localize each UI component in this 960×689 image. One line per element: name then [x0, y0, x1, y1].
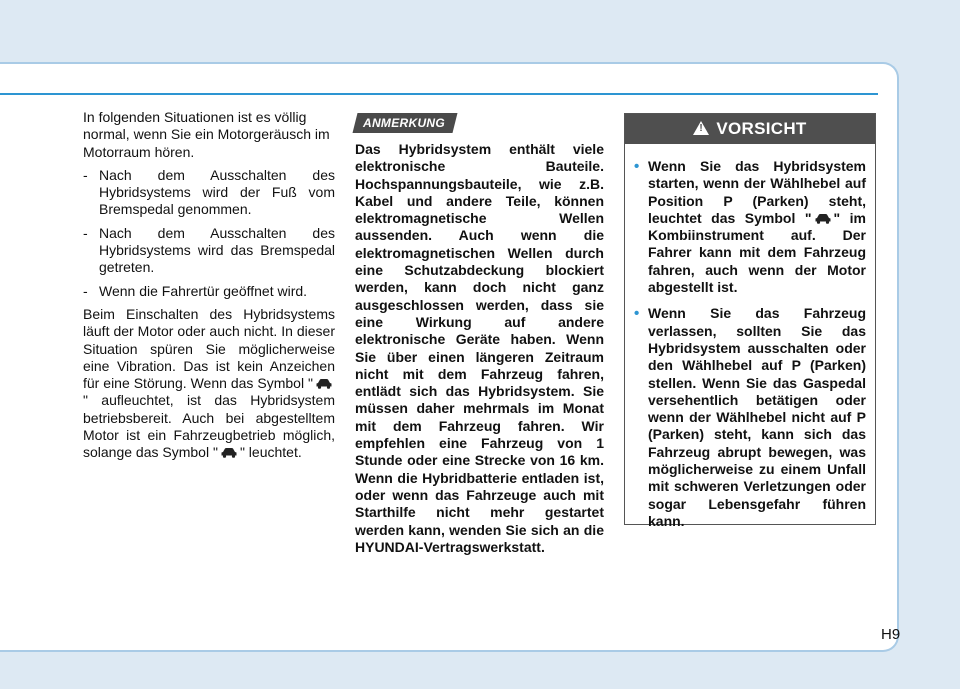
caution-item: • Wenn Sie das Fahrzeug verlassen, sollten Sie das Hybridsystem ausschalten oder den Wählhebel auf P (Parken) stellen. Wenn Sie das Gaspedal versehentlich betätigen oder wenn der Wählhebel nicht auf P (Parken) steht, kann sich das Fahrzeug abrupt bewegen, was möglicherweise zu einem Unfall mit schweren Verletzungen oder sogar Lebensgefahr führen kann.: [634, 305, 866, 529]
intro-paragraph: In folgenden Situationen ist es völlig normal, wenn Sie ein Motorgeräusch im Motorraum hören.: [83, 109, 330, 160]
ready-paragraph: Beim Einschalten des Hybridsystems läuft der Motor oder auch nicht. In dieser Situation spüren Sie möglicherweise eine Vibration. Das ist kein Anzeichen für eine Störung. Wenn das Symbol "" aufleuchtet, ist das Hybridsystem betriebsbereit. Auch bei abgestelltem Motor ist ein Fahrzeugbetrieb möglich, solange das Symbol " " leuchtet.: [83, 305, 335, 461]
note-text: Das Hybridsystem enthält viele elektronische Bauteile. Hochspannungsbauteile, wie z.B. Kabel und andere Teile, können elektromagnetische Wellen aussenden. Auch wenn die elektromagnetischen Wellen durch eine Schutzabdeckung blockiert werden, kann doch nicht ganz ausgeschlossen werden, dass sie eine Wirkung auf andere elektronische Geräte haben. Wenn Sie über einen längeren Zeitraum nicht mit dem Fahrzeug fahren, entlädt sich das Hybridsystem. Sie müssen daher mehrmals im Monat mit dem Fahrzeug fahren. Wir empfehlen eine Fahrzeug von 1 Stunde oder eine Strecke von 16 km. Wenn die Hybridbatterie entladen ist, oder wenn das Fahrzeuge auch mit Starthilfe nicht mehr gestartet werden kann, wenden Sie sich an die HYUNDAI-Vertragswerkstatt.: [355, 141, 604, 555]
list-item: - Wenn die Fahrertür geöffnet wird.: [83, 282, 308, 299]
note-column: [355, 113, 604, 556]
car-ready-icon: [315, 378, 333, 389]
warning-triangle-icon: [693, 121, 709, 135]
page-number: H9: [881, 626, 901, 643]
header-rule: [0, 93, 878, 95]
list-item: - Nach dem Ausschalten des Hybridsystems wird das Bremspedal getreten.: [83, 224, 335, 276]
list-item: - Nach dem Ausschalten des Hybridsystems wird der Fuß vom Bremspedal genommen.: [83, 166, 335, 218]
caution-title: VORSICHT: [716, 119, 807, 138]
note-badge: ANMERKUNG: [353, 113, 458, 133]
caution-header: [625, 114, 875, 144]
car-ready-icon: [220, 447, 238, 458]
caution-item: • Wenn Sie das Hybridsystem starten, wenn der Wählhebel auf Position P (Parken) steht, leuchtet das Symbol " " im Kombiinstrument auf. Der Fahrer kann mit dem Fahrzeug fahren, auch wenn der Motor abgestellt ist.: [634, 158, 866, 296]
left-column: [83, 109, 335, 468]
car-ready-icon: [814, 213, 832, 224]
caution-box: [624, 113, 876, 529]
caution-list: [625, 158, 875, 530]
